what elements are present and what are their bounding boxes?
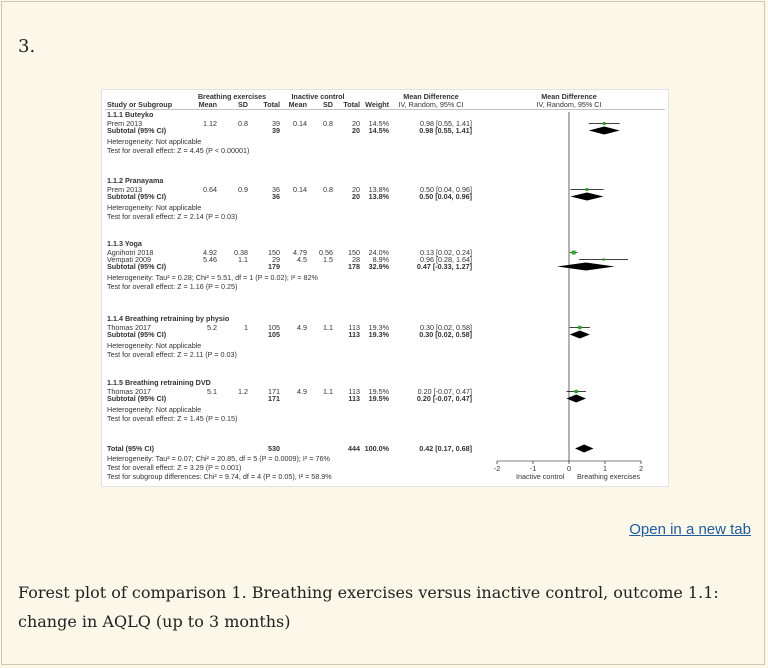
study-weight: 14.5% [368,119,389,128]
total-ci: 0.42 [0.17, 0.68] [419,444,472,453]
study-name: Prem 2013 [107,119,143,128]
x-axis-tick-label: -1 [529,464,537,473]
subtotal-weight: 13.8% [368,192,389,201]
subtotal-total-1: 105 [268,330,280,339]
col-mean-2: Mean [288,100,307,109]
x-axis-tick-label: -2 [493,464,501,473]
subtotal-label: Subtotal (95% CI) [107,394,167,403]
subtotal-total-1: 36 [272,192,280,201]
study-weight: 13.8% [368,185,389,194]
study-ci: 0.20 [-0.07, 0.47] [417,387,472,396]
subtotal-total-1: 171 [268,394,280,403]
subtotal-ci: 0.20 [-0.07, 0.47] [416,394,472,403]
study-sd-2: 0.8 [323,185,333,194]
subtotal-label: Subtotal (95% CI) [107,262,167,271]
study-name: Prem 2013 [107,185,143,194]
study-total-1: 150 [268,248,280,257]
subtotal-diamond [570,331,590,339]
header-md-plot-sub: IV, Random, 95% CI [536,100,602,109]
figure-number: 3. [18,36,36,57]
study-mean-2: 4.9 [297,323,307,332]
header-md: Mean Difference [403,92,459,101]
col-total-2: Total [343,100,360,109]
study-mean-1: 5.1 [207,387,217,396]
overall-effect-note: Test for overall effect: Z = 2.14 (P = 0.03) [107,212,238,221]
overall-diamond [575,445,593,453]
header-group2: Inactive control [291,92,345,101]
study-mean-2: 0.14 [293,119,307,128]
subtotal-weight: 19.5% [368,394,389,403]
forest-plot-svg [102,90,668,486]
group-title: 1.1.2 Pranayama [107,176,164,185]
total-note: Test for overall effect: Z = 3.29 (P = 0.001) [107,463,242,472]
subtotal-diamond [557,263,615,271]
heterogeneity-note: Heterogeneity: Not applicable [107,405,202,414]
study-total-2: 20 [352,185,360,194]
study-total-1: 39 [272,119,280,128]
total-label: Total (95% CI) [107,444,154,453]
study-point-marker [602,258,604,260]
study-sd-1: 0.8 [238,119,248,128]
overall-effect-note: Test for overall effect: Z = 4.45 (P < 0.00001) [107,146,250,155]
heterogeneity-note: Heterogeneity: Not applicable [107,137,202,146]
total-weight: 100.0% [364,444,389,453]
total-total-2: 444 [348,444,360,453]
study-ci: 0.30 [0.02, 0.58] [420,323,472,332]
study-ci: 0.98 [0.55, 1.41] [420,119,472,128]
study-mean-1: 5.46 [203,255,217,264]
subtotal-ci: 0.98 [0.55, 1.41] [419,126,472,135]
subtotal-total-2: 113 [348,394,360,403]
col-sd-1: SD [238,100,248,109]
study-weight: 24.0% [368,248,389,257]
axis-label-right: Breathing exercises [577,472,641,481]
header-group1: Breathing exercises [197,92,267,101]
subtotal-label: Subtotal (95% CI) [107,330,167,339]
header-md-plot: Mean Difference [541,92,597,101]
study-name: Thomas 2017 [107,387,151,396]
heterogeneity-note: Heterogeneity: Not applicable [107,203,202,212]
study-ci: 0.50 [0.04, 0.96] [420,185,472,194]
subtotal-ci: 0.47 [-0.33, 1.27] [416,262,472,271]
subtotal-diamond [566,395,585,403]
study-ci: 0.96 [0.28, 1.64] [420,255,472,264]
subtotal-total-2: 20 [352,126,360,135]
overall-effect-note: Test for overall effect: Z = 2.11 (P = 0.03) [107,350,237,359]
study-ci: 0.13 [0.02, 0.24] [420,248,472,257]
study-mean-2: 4.5 [297,255,307,264]
header-md-sub: IV, Random, 95% CI [398,100,464,109]
forest-plot [101,89,669,487]
study-sd-1: 0.38 [234,248,248,257]
study-point-marker [574,390,577,393]
overall-effect-note: Test for overall effect: Z = 1.45 (P = 0.15) [107,414,238,423]
subtotal-total-2: 20 [352,192,360,201]
study-mean-1: 5.2 [207,323,217,332]
study-sd-1: 1 [244,323,248,332]
group-title: 1.1.5 Breathing retraining DVD [107,378,211,387]
col-weight: Weight [365,100,389,109]
subtotal-total-2: 178 [348,262,360,271]
study-name: Thomas 2017 [107,323,151,332]
study-total-2: 28 [352,255,360,264]
overall-effect-note: Test for overall effect: Z = 1.16 (P = 0.25) [107,282,238,291]
study-total-1: 171 [268,387,280,396]
study-point-marker [572,251,576,255]
study-point-marker [578,326,581,329]
study-point-marker [603,122,606,125]
subtotal-label: Subtotal (95% CI) [107,192,167,201]
x-axis-tick-label: 0 [567,464,571,473]
study-sd-1: 1.1 [238,255,248,264]
x-axis-tick-label: 1 [603,464,607,473]
subtotal-total-1: 179 [268,262,280,271]
study-sd-2: 1.5 [323,255,333,264]
study-total-1: 105 [268,323,280,332]
subtotal-diamond [570,193,603,201]
study-name: Vempati 2009 [107,255,151,264]
study-mean-2: 4.9 [297,387,307,396]
subtotal-total-2: 113 [348,330,360,339]
open-in-new-tab-link[interactable]: Open in a new tab [629,521,751,538]
study-mean-1: 4.92 [203,248,217,257]
heterogeneity-note: Heterogeneity: Tau² = 0.28; Chi² = 5.51, df = 1 (P = 0.02); I² = 82% [107,273,318,282]
col-sd-2: SD [323,100,333,109]
subtotal-total-1: 39 [272,126,280,135]
x-axis-tick-label: 2 [639,464,643,473]
col-total-1: Total [263,100,280,109]
study-mean-2: 4.79 [293,248,307,257]
study-sd-2: 0.8 [323,119,333,128]
study-weight: 19.3% [368,323,389,332]
subtotal-label: Subtotal (95% CI) [107,126,167,135]
study-total-2: 150 [348,248,360,257]
study-sd-2: 1.1 [323,323,333,332]
study-mean-2: 0.14 [293,185,307,194]
total-note: Test for subgroup differences: Chi² = 9.74, df = 4 (P = 0.05), I² = 58.9% [107,472,332,481]
study-sd-1: 0.9 [238,185,248,194]
total-note: Heterogeneity: Tau² = 0.07; Chi² = 20.85, df = 5 (P = 0.0009); I² = 76% [107,454,330,463]
group-title: 1.1.1 Buteyko [107,110,154,119]
study-total-2: 113 [348,323,360,332]
study-mean-1: 0.64 [203,185,217,194]
study-total-1: 36 [272,185,280,194]
study-point-marker [586,188,589,191]
subtotal-weight: 14.5% [368,126,389,135]
study-total-1: 29 [272,255,280,264]
group-title: 1.1.3 Yoga [107,239,142,248]
axis-label-left: Inactive control [516,472,565,481]
col-study: Study or Subgroup [107,100,173,109]
total-total-1: 530 [268,444,280,453]
study-name: Agnihotri 2018 [107,248,154,257]
subtotal-ci: 0.50 [0.04, 0.96] [419,192,472,201]
subtotal-diamond [589,127,620,135]
heterogeneity-note: Heterogeneity: Not applicable [107,341,202,350]
study-sd-1: 1.2 [238,387,248,396]
study-mean-1: 1.12 [203,119,217,128]
subtotal-weight: 19.3% [368,330,389,339]
figure-caption: Forest plot of comparison 1. Breathing exercises versus inactive control, outcome 1.1: change in AQLQ (up to 3 months) [18,583,719,631]
group-title: 1.1.4 Breathing retraining by physio [107,314,230,323]
study-sd-2: 0.56 [319,248,333,257]
subtotal-weight: 32.9% [368,262,389,271]
study-total-2: 20 [352,119,360,128]
study-weight: 19.5% [368,387,389,396]
study-total-2: 113 [348,387,360,396]
study-weight: 8.9% [372,255,389,264]
subtotal-ci: 0.30 [0.02, 0.58] [419,330,472,339]
study-sd-2: 1.1 [323,387,333,396]
col-mean-1: Mean [198,100,217,109]
